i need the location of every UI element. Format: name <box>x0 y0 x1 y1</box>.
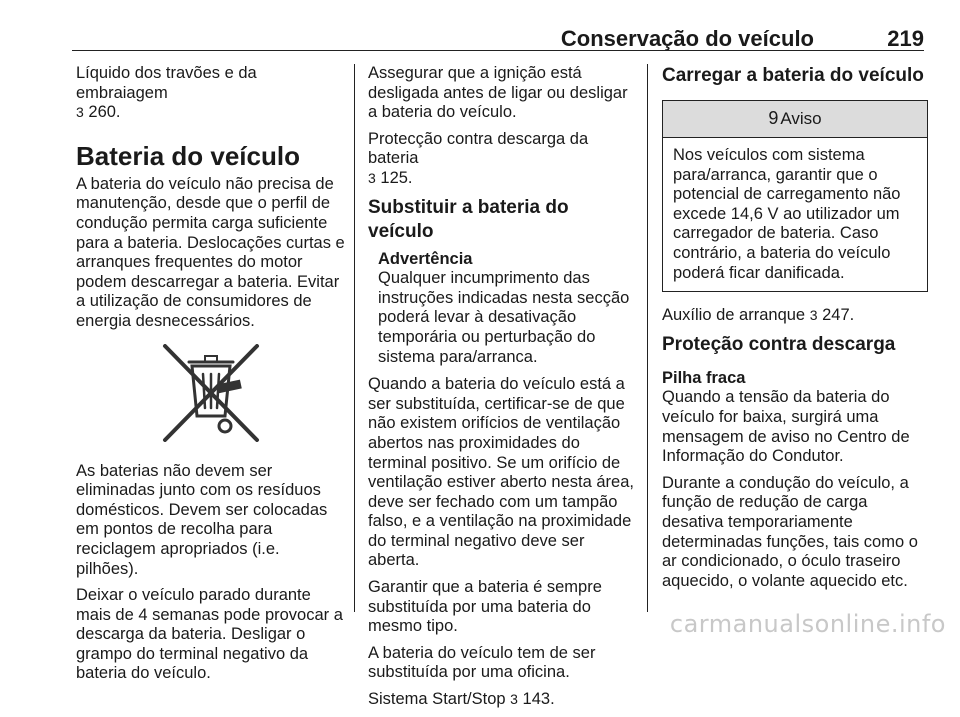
page-reference[interactable]: 143. <box>522 690 555 709</box>
column-1 <box>76 64 346 691</box>
warning-text: Qualquer incumprimento das instruções indicadas nesta secção poderá levar à desativação temporária ou perturbação do sistema para/arranca. <box>378 269 630 366</box>
subsection-heading: Carregar a bateria do veículo <box>662 65 924 86</box>
ref-arrow-icon: 3 <box>809 307 818 324</box>
subsection-heading: Proteção contra descarga <box>662 333 896 355</box>
paragraph: Deixar o veículo parado durante mais de 4 semanas pode provocar a descarga da bateria. Desligar o grampo do terminal negativo da bateria do veículo. <box>76 586 343 683</box>
ref-arrow-icon: 3 <box>76 104 84 121</box>
page-reference[interactable]: 247. <box>822 306 855 325</box>
notice-box <box>662 100 928 292</box>
paragraph: Sistema Start/Stop 3 143. <box>368 690 555 709</box>
paragraph: A bateria do veículo tem de ser substituída por uma oficina. <box>368 643 596 682</box>
page-reference[interactable]: 260. <box>88 103 121 122</box>
warning-triangle-icon: 9 <box>768 108 779 129</box>
column-divider <box>354 64 355 612</box>
paragraph: Quando a tensão da bateria do veículo for baixa, surgirá uma mensagem de aviso no Centro de Informação do Condutor. <box>662 388 910 466</box>
recycling-symbol <box>76 344 346 442</box>
notice-header <box>663 101 927 138</box>
ref-arrow-icon: 3 <box>368 169 376 186</box>
paragraph: Garantir que a bateria é sempre substituída por uma bateria do mesmo tipo. <box>368 578 602 636</box>
watermark: carmanualsonline.info <box>669 610 946 638</box>
warning-block <box>368 250 636 368</box>
column-divider <box>647 64 648 612</box>
page-header <box>72 22 924 51</box>
page-reference[interactable]: 125. <box>380 168 413 187</box>
ref-arrow-icon: 3 <box>510 691 518 708</box>
paragraph: A bateria do veículo não precisa de manutenção, desde que o perfil de condução permita carga suficiente para a bateria. Deslocações curtas e arranques frequentes do motor podem descarregar a bateria. Evitar a utilização de consumidores de energia desnecessários. <box>76 174 345 330</box>
column-3 <box>662 64 928 598</box>
paragraph: Auxílio de arranque 3 247. <box>662 306 855 325</box>
notice-text: Nos veículos com sistema para/arranca, garantir que o potencial de carregamento não excede 14,6 V ao utilizador um carregador de bateria. Caso contrário, a bateria do veículo poderá ficar danificada. <box>673 146 901 282</box>
paragraph: Quando a bateria do veículo está a ser substituída, certificar-se de que não existem orifícios de ventilação abertos nas proximidades do terminal positivo. Se um orifício de ventilação estiver aberto nesta área, deve ser fechado com um tampão falso, e a ventilação na proximidade do terminal negativo deve ser aberta. <box>368 375 634 570</box>
notice-title: Aviso <box>780 109 822 129</box>
paragraph: Assegurar que a ignição está desligada antes de ligar ou desligar a bateria do veículo. <box>368 64 628 122</box>
paragraph: As baterias não devem ser eliminadas junto com os resíduos domésticos. Devem ser colocadas em pontos de recolha para reciclagem apropriados (i.e. pilhões). <box>76 461 328 578</box>
warning-title: Advertência <box>378 249 473 268</box>
intro-paragraph: Líquido dos travões e da embraiagem 3 260. <box>76 64 257 122</box>
subsection-heading: Substituir a bateria do veículo <box>368 196 569 242</box>
section-title: Conservação do veículo <box>560 26 814 51</box>
sub-heading: Pilha fraca <box>662 368 746 387</box>
page-number: 219 <box>887 26 924 51</box>
paragraph: Durante a condução do veículo, a função de redução de carga desativa temporariamente determinadas funções, tais como o ar condicionado, o óculo traseiro aquecido, o volante aquecido etc. <box>662 473 918 590</box>
section-heading: Bateria do veículo <box>76 140 300 171</box>
crossed-bin-icon <box>161 344 261 442</box>
paragraph: Protecção contra descarga da bateria 3 125. <box>368 129 589 187</box>
column-2 <box>368 64 636 717</box>
